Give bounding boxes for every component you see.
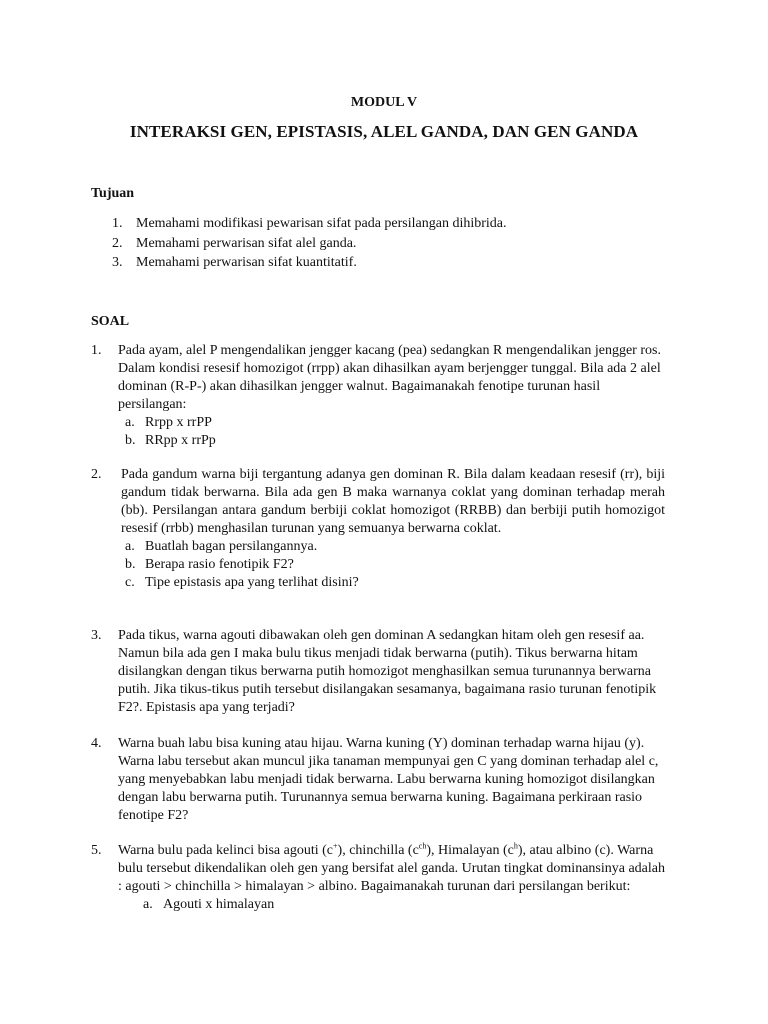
sub-item (125, 538, 665, 556)
question-text: Pada ayam, alel P mengendalikan jengger kacang (pea) sedangkan R mengendalikan jengger ros. Dalam kondisi resesif homozigot (rrpp) akan dihasilkan ayam berjengger tunggal. Bila ada 2 alel dominan (R-P-) akan dihasilkan jengger walnut. Bagaimanakah fenotipe turunan hasil persilangan: (118, 343, 661, 412)
sub-label: a. (125, 539, 135, 554)
question-number: 4. (91, 736, 102, 751)
question-text: Pada tikus, warna agouti dibawakan oleh gen dominan A sedangkan hitam oleh gen resesif aa. Namun bila ada gen I maka bulu tikus menjadi tidak berwarna (putih). Tikus berwarna hitam disilangkan dengan tikus berwarna putih homozigot menghasilkan semua turunannya berwarna putih. Jika tikus-tikus putih tersebut disilangakan sesamanya, bagaimana rasio turunan fenotipik F2?. Epistasis apa yang terjadi? (118, 628, 657, 715)
sub-item (143, 896, 665, 914)
sub-item (125, 432, 665, 450)
text-run: ), Himalayan (c (426, 843, 514, 858)
list-item (112, 215, 712, 235)
superscript: ch (418, 841, 427, 851)
item-number: 3. (112, 255, 123, 270)
sub-text: Tipe epistasis apa yang terlihat disini? (145, 575, 359, 590)
sub-text: RRpp x rrPp (145, 433, 216, 448)
question-number: 1. (91, 343, 102, 358)
sub-label: c. (125, 575, 135, 590)
sub-item (125, 414, 665, 432)
tujuan-heading: Tujuan (91, 186, 135, 201)
question-number: 5. (91, 843, 102, 858)
list-item (112, 254, 712, 274)
sub-text: Rrpp x rrPP (145, 415, 212, 430)
sub-item (125, 556, 665, 574)
item-text: Memahami perwarisan sifat kuantitatif. (136, 255, 357, 270)
text-run: Warna bulu tersebut dikendalikan oleh gen yang bersifat alel ganda. Urutan tingkat dominansinya adalah : agouti > chinchilla > himalayan > albino. Bagaimanakah turunan dari persilangan berikut: (118, 843, 665, 894)
question-5 (91, 842, 665, 914)
item-number: 1. (112, 216, 123, 231)
sub-text: Buatlah bagan persilangannya. (145, 539, 318, 554)
question-1 (91, 342, 665, 450)
superscript: h (513, 841, 518, 851)
text-run: ), chinchilla (c (337, 843, 419, 858)
list-item (112, 235, 712, 255)
module-label: MODUL V (350, 95, 418, 110)
sub-text: Agouti x himalayan (163, 897, 275, 912)
sub-label: a. (125, 415, 135, 430)
sub-label: b. (125, 433, 136, 448)
page-title: INTERAKSI GEN, EPISTASIS, ALEL GANDA, DAN GEN GANDA (129, 122, 639, 141)
question-3 (91, 627, 665, 717)
question-4 (91, 735, 665, 825)
item-text: Memahami modifikasi pewarisan sifat pada persilangan dihibrida. (136, 216, 507, 231)
question-2 (91, 466, 665, 592)
tujuan-list (112, 215, 712, 274)
text-run: ), atau albino (c). (517, 843, 614, 858)
soal-heading: SOAL (91, 314, 130, 329)
sub-text: Berapa rasio fenotipik F2? (145, 557, 294, 572)
question-number: 3. (91, 628, 102, 643)
item-number: 2. (112, 235, 123, 251)
item-text: Memahami perwarisan sifat alel ganda. (136, 235, 357, 251)
question-text: Warna buah labu bisa kuning atau hijau. Warna kuning (Y) dominan terhadap warna hijau (y). Warna labu tersebut akan muncul jika tanaman mempunyai gen C yang dominan terhadap alel c, yang menyebabkan labu menjadi tidak berwarna. Labu berwarna kuning homozigot disilangkan dengan labu berwarna putih. Turunannya semua berwarna kuning. Bagaimana perkiraan rasio fenotipe F2? (118, 736, 659, 823)
text-run: Warna bulu pada kelinci bisa agouti (c (118, 843, 334, 858)
superscript: + (333, 841, 338, 851)
question-text (118, 842, 665, 896)
question-text: Pada gandum warna biji tergantung adanya gen dominan R. Bila dalam keadaan resesif (rr), biji gandum tidak berwarna. Bila ada gen B maka warnanya coklat yang dominan terhadap merah (bb). Persilangan antara gandum berbiji coklat homozigot (RRBB) dan berbiji putih homozigot resesif (rrbb) menghasilan turunan yang semuanya berwarna coklat. (121, 467, 665, 536)
question-number: 2. (91, 467, 102, 482)
sub-item (125, 574, 665, 592)
sub-label: b. (125, 557, 136, 572)
sub-label: a. (143, 897, 153, 912)
